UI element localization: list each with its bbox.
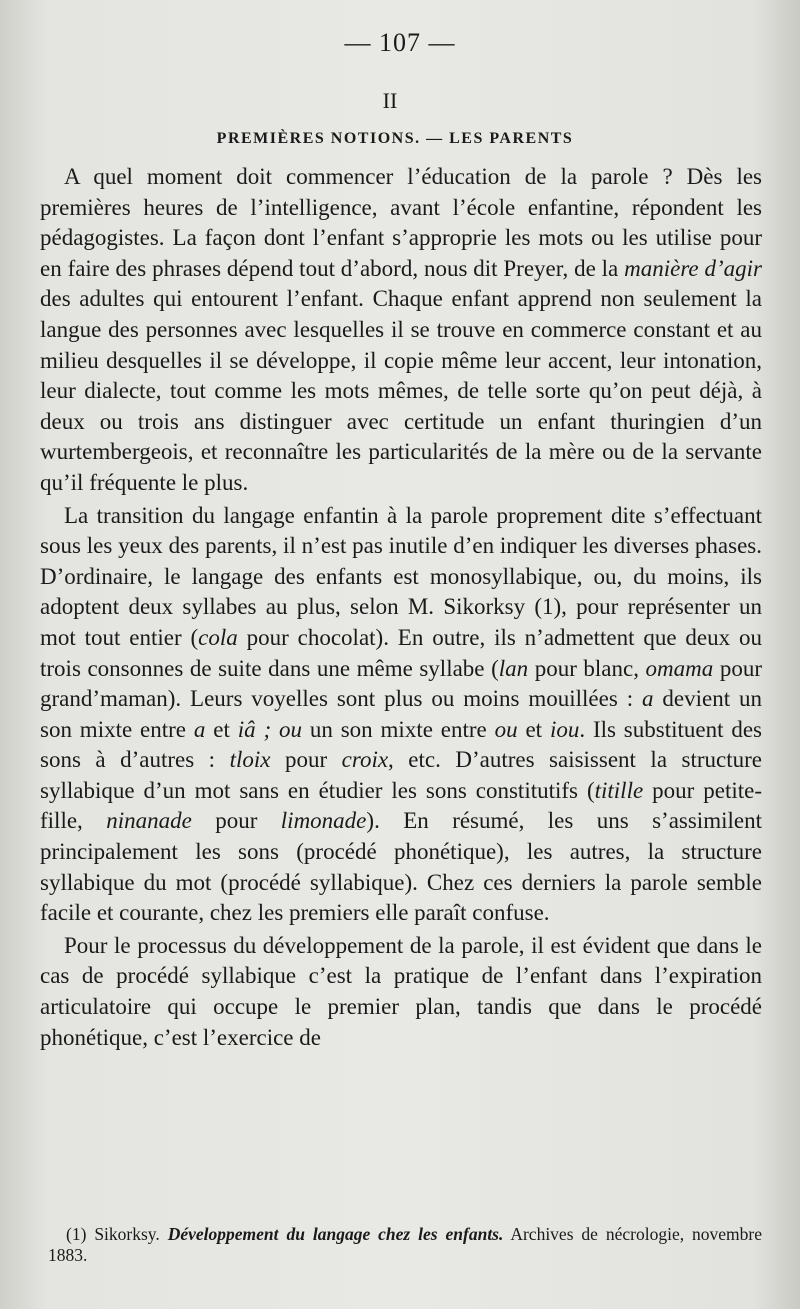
footnote: (1) Sikorksy. Développement du langage chez les enfants. Archives de nécrologie, novembre 1883. <box>48 1224 762 1265</box>
page-number: — 107 — <box>344 28 456 57</box>
body-text <box>40 162 762 1053</box>
paragraph-1: A quel moment doit commencer l’éducation de la parole ? Dès les premières heures de l’intelligence, avant l’école enfantine, répondent les pédagogistes. La façon dont l’enfant s’approprie les mots ou les utilise pour en faire des phrases dépend tout d’abord, nous dit Preyer, de la manière d’agir des adultes qui entourent l’enfant. Chaque enfant apprend non seulement la langue des personnes avec lesquelles il se trouve en commerce constant et au milieu desquelles il se développe, il copie même leur accent, leur intonation, leur dialecte, tout comme les mots mêmes, de telle sorte qu’on peut déjà, à deux ou trois ans distinguer avec certitude un enfant thuringien d’un wurtembergeois, et reconnaître les particularités de la mère ou de la servante qu’il fréquente le plus. <box>40 164 762 495</box>
chapter-numeral: II <box>382 88 398 113</box>
section-title: PREMIÈRES NOTIONS. — LES PARENTS <box>216 130 574 147</box>
paragraph-2: La transition du langage enfantin à la parole proprement dite s’effectuant sous les yeux des parents, il n’est pas inutile d’en indiquer les diverses phases. D’ordinaire, le langage des enfants est monosyllabique, ou, du moins, ils adoptent deux syllabes au plus, selon M. Sikorksy (1), pour représenter un mot tout entier (cola pour chocolat). En outre, ils n’admettent que deux ou trois consonnes de suite dans une même syllabe (lan pour blanc, omama pour grand’maman). Leurs voyelles sont plus ou moins mouillées : a devient un son mixte entre a et iâ ; ou un son mixte entre ou et iou. Ils substituent des sons à d’autres : tloix pour croix, etc. D’autres saisissent la structure syllabique d’un mot sans en étudier les sons constitutifs (titille pour petite-fille, ninanade pour limonade). En résumé, les uns s’assimilent principalement les sons (procédé phonétique), les autres, la structure syllabique du mot (procédé syllabique). Chez ces derniers la parole semble facile et courante, chez les premiers elle paraît confuse. <box>40 502 763 926</box>
footnote-title: Développement du langage chez les enfants. <box>167 1224 504 1244</box>
paragraph-3: Pour le processus du développement de la parole, il est évident que dans le cas de procédé syllabique c’est la pratique de l’enfant dans l’expiration articulatoire qui occupe le premier plan, tandis que dans le procédé phonétique, c’est l’exercice de <box>40 932 762 1050</box>
